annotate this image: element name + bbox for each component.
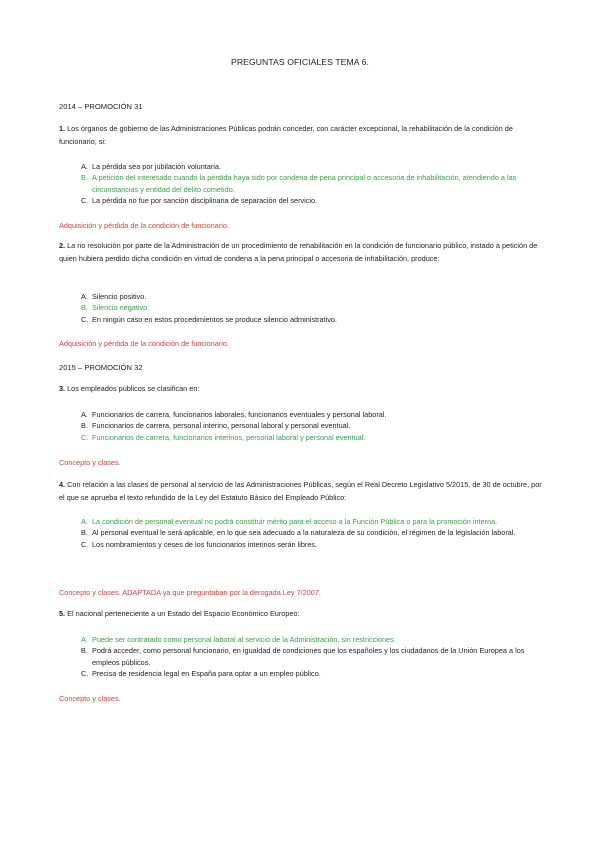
document-title: PREGUNTAS OFICIALES TEMA 6.: [230, 57, 369, 67]
options-q5: [81, 634, 545, 679]
option-2a: A. Silencio positivo.: [81, 292, 147, 301]
options-q2: [81, 291, 545, 325]
option-2b-correct: B. Silencio negativo.: [81, 303, 150, 313]
question-number: 2.: [59, 241, 66, 250]
question-text: Los órganos de gobierno de las Administraciones Públicas podrán conceder, con carácter excepcional, la rehabilitación de la condición de funcionario, si:: [59, 124, 513, 146]
option-4a-correct: A. La condición de personal eventual no podrá constituir mérito para el acceso a la Función Pública o para la promoción interna.: [81, 517, 498, 526]
option-5a-correct: A. Puede ser contratado como personal laboral al servicio de la Administración, sin restricciones.: [81, 635, 396, 644]
question-4: [59, 479, 545, 504]
option-2c: C. En ningún caso en estos procedimientos se produce silencio administrativo.: [81, 314, 337, 324]
option-4b: B. Al personal eventual le será aplicable, en lo que sea adecuado a la naturaleza de su condición, el régimen de la legislación laboral.: [81, 528, 516, 538]
topic-note-q3: Concepto y clases.: [59, 458, 121, 467]
question-5: [59, 608, 545, 621]
option-3b: B. Funcionarios de carrera, personal interino, personal laboral y personal eventual.: [81, 421, 351, 431]
section-heading-2014: 2014 – PROMOCIÓN 31: [59, 102, 143, 111]
question-number: 5.: [59, 609, 66, 618]
topic-note-q1: Adquisición y pérdida de la condición de funcionario.: [59, 221, 229, 230]
question-text: El nacional perteneciente a un Estado del Espacio Económico Europeo:: [67, 609, 300, 618]
topic-note-q2: Adquisición y pérdida de la condición de funcionario.: [59, 339, 229, 348]
question-number: 3.: [59, 384, 66, 393]
topic-note-q5: Concepto y clases.: [59, 694, 121, 703]
question-text: Con relación a las clases de personal al servicio de las Administraciones Públicas, según el Real Decreto Legislativo 5/2015, de 30 de octubre, por el que se aprueba el texto refundido de la Ley del Estatuto Básico del Empleado Público:: [59, 480, 542, 502]
option-3c-correct: C. Funcionarios de carrera, funcionarios interinos, personal laboral y personal eventual.: [81, 432, 366, 442]
option-1a: A. La pérdida sea por jubilación voluntaria.: [81, 162, 221, 171]
question-number: 1.: [59, 124, 66, 133]
options-q1: [81, 161, 545, 206]
option-5c: C. Precisa de residencia legal en España para optar a un empleo público.: [81, 668, 321, 678]
option-4c: C. Los nombramientos y ceses de los funcionarios interinos serán libres.: [81, 539, 318, 549]
option-1b-correct: B. A petición del interesado cuando la pérdida haya sido por condena de pena principal o accesoria de inhabilitación, atendiendo a las circunstancias y entidad del delito cometido.: [81, 173, 517, 194]
options-q3: [81, 409, 545, 443]
option-3a: A. Funcionarios de carrera, funcionarios laborales, funcionarios eventuales y personal laboral.: [81, 410, 387, 419]
question-text: La no resolución por parte de la Administración de un procedimiento de rehabilitación en la condición de funcionario público, instado a petición de quien hubiera perdido dicha condición en virtud de condena a la pena principal o accesoria de inhabilitación, produce:: [59, 241, 538, 263]
options-q4: [81, 516, 545, 550]
question-2: [59, 240, 545, 265]
question-number: 4.: [59, 480, 66, 489]
question-3: [59, 383, 545, 396]
option-1c: C. La pérdida no fue por sanción disciplinaria de separación del servicio.: [81, 195, 318, 205]
question-text: Los empleados públicos se clasifican en:: [67, 384, 200, 393]
option-5b: B. Podrá acceder, como personal funcionario, en igualdad de condiciones que los españoles y los ciudadanos de la Unión Europea a los empleos públicos.: [81, 646, 525, 667]
question-1: [59, 123, 545, 148]
section-heading-2015: 2015 – PROMOCIÓN 32: [59, 363, 143, 372]
topic-note-q4: Concepto y clases. ADAPTADA ya que preguntaban por la derogada Ley 7/2007.: [59, 588, 321, 597]
